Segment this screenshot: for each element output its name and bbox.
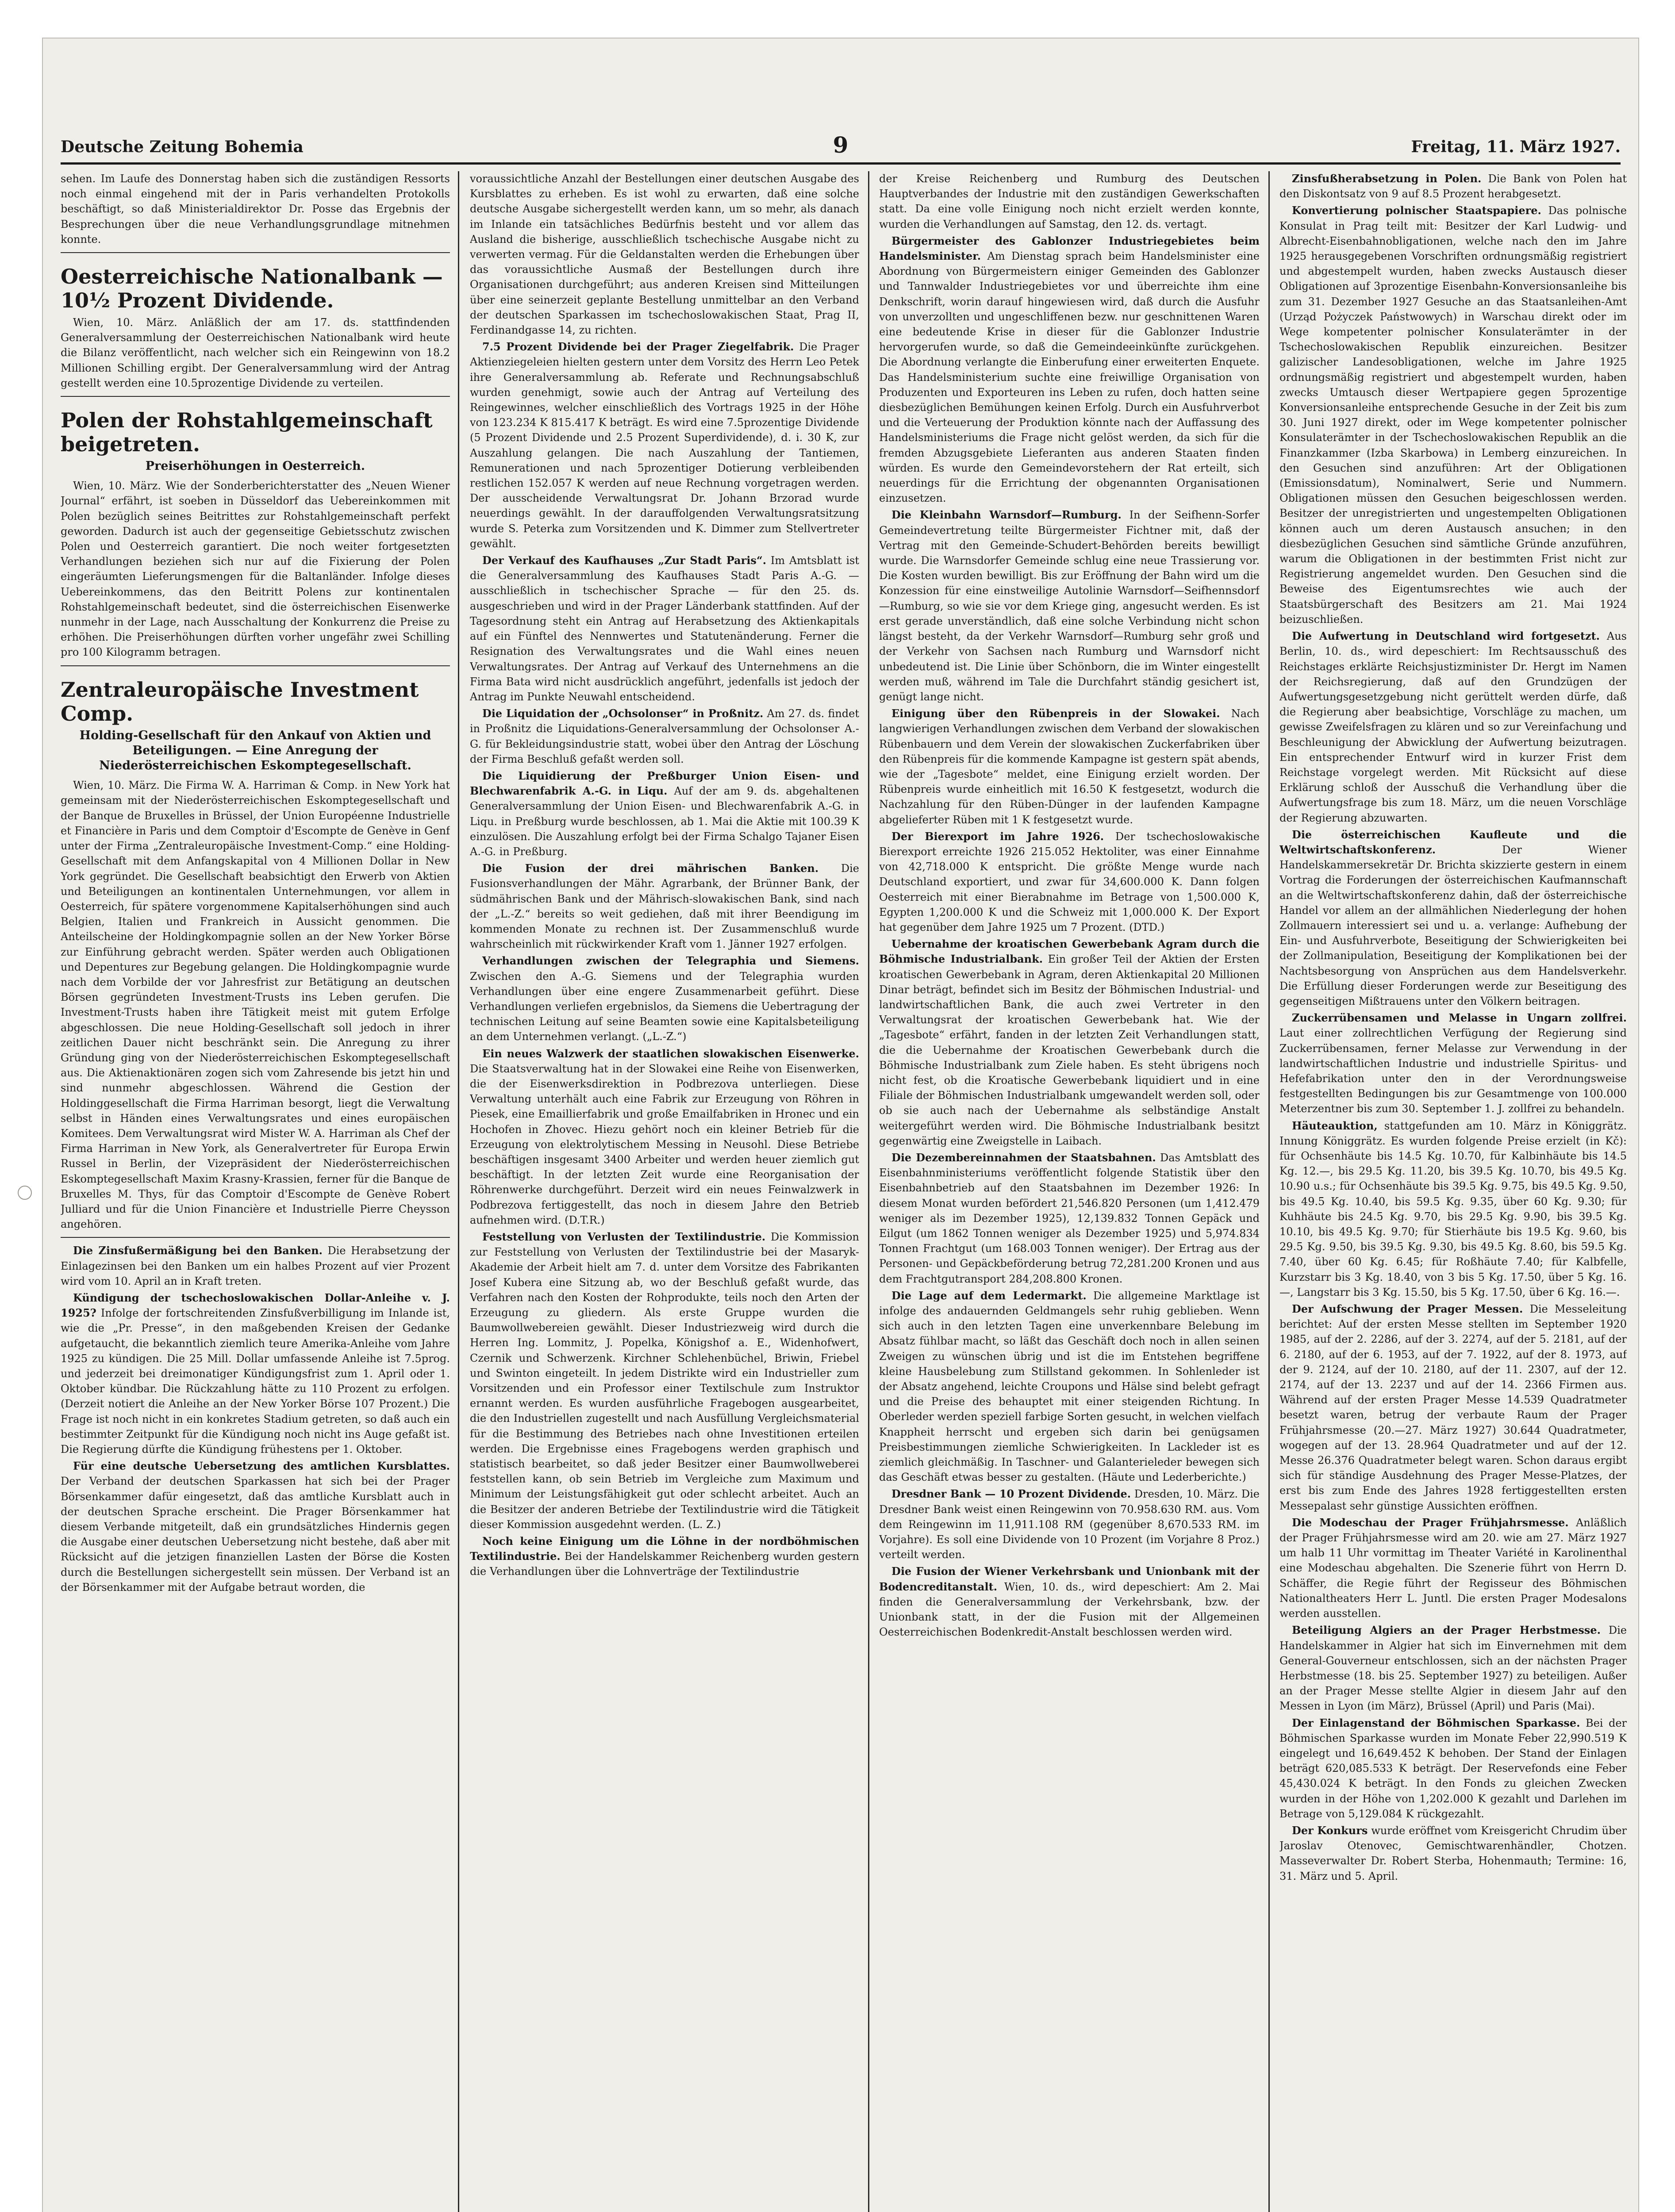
headline-nationalbank: Oesterreichische Nationalbank — 10½ Prozent Dividende. <box>61 265 443 313</box>
article-divider <box>61 665 450 666</box>
article-body: Anläßlich der Prager Frühjahrsmesse wird am 20. wie am 27. März 1927 um halb 11 Uhr vormittag im Theater Variété in Karolinenthal eine Modeschau abgehalten. Die Szenerie führt von Herrn D. Schäffer, die Regie führt der Regisseur des Böhmischen Nationaltheaters Herr L. Juntl. Die ersten Prager Modesalons werden ausstellen. <box>1279 1516 1627 1620</box>
article-body: stattgefunden am 10. März in Königgrätz. Innung Königgrätz. Es wurden folgende Preise erzielt (in Kč): für Ochsenhäute bis 14.5 Kg. 10.70, für Kalbinhäute bis 14.5 Kg. 12.—, bis 29.5 Kg. 11.20, bis 39.5 Kg. 10.70, bis 49.5 Kg. 10.90 u.s.; für Ochsenhäute bis 39.5 Kg. 9.75, bis 49.5 Kg. 9.50, bis 49.5 Kg. 10.40, bis 59.5 Kg. 9.35, über 60 Kg. 9.30; für Kuhhäute bis 24.5 Kg. 9.70, bis 29.5 Kg. 9.90, bis 39.5 Kg. 10.10, bis 49.5 Kg. 9.70; für Stierhäute bis 19.5 Kg. 9.60, bis 29.5 Kg. 9.50, bis 39.5 Kg. 9.30, bis 49.5 Kg. 8.60, bis 59.5 Kg. 7.40, über 60 Kg. 6.45; für Roßhäute 7.40; für Kalbfelle, Kurzstarr bis 3 Kg. 18.40, von 3 bis 5 Kg. 17.50, über 5 Kg. 16.—, Langstarr bis 3 Kg. 15.50, bis 5 Kg. 17.50, über 6 Kg. 16.—. <box>1279 1119 1627 1298</box>
page-number: 9 <box>833 132 849 158</box>
article-body: Die Herabsetzung der Einlagezinsen bei den Banken um ein halbes Prozent auf vier Prozent wird vom 10. April an in Kraft treten. <box>61 1244 450 1287</box>
column-4 <box>1279 171 1627 2212</box>
section-title: Der Konkurs <box>1292 1824 1368 1837</box>
article-body: Wien, 10. März. Wie der Sonderberichterstatter des „Neuen Wiener Journal“ erfährt, ist soeben in Düsseldorf das Uebereinkommen mit Polen bezüglich seines Beitrittes zur Rohstahlgemeinschaft perfekt geworden. Dadurch ist auch der gegenseitige Gebietsschutz zwischen Polen und Oesterreich garantiert. Die noch weiter fortgesetzten Verhandlungen beziehen sich nur auf die Fixierung der Polen eingeräumten Lieferungsmengen für die Baltanländer. Infolge dieses Uebereinkommens, das den Beitritt Polens zur kontinentalen Rohstahlgemeinschaft bedeutet, sind die österreichischen Eisenwerke nunmehr in der Lage, nach Ausschaltung der Konkurrenz die Preise zu erhöhen. Die Preiserhöhungen dürften vorher ungefähr zwei Schilling pro 100 Kilogramm betragen. <box>61 480 450 659</box>
column-3 <box>879 171 1260 2212</box>
article-body: Auf der am 9. ds. abgehaltenen Generalversammlung der Union Eisen- und Blechwarenfabrik A.-G. in Liqu. in Preßburg wurde beschlossen, ab 1. Mai die Aktie mit 100.39 K einzulösen. Die Auszahlung erfolgt bei der Firma Schalgo Tajaner Eisen A.-G. in Preßburg. <box>470 785 859 858</box>
section-title: Bürgermeister des Gablonzer Industriegebietes beim Handelsminister. <box>879 234 1260 263</box>
section-title: Die Dezembereinnahmen der Staatsbahnen. <box>891 1151 1156 1164</box>
article-body: Bei der Böhmischen Sparkasse wurden im Monate Feber 22,990.519 K eingelegt und 16,649.452 K behoben. Der Stand der Einlagen beträgt 620,085.533 K beträgt. Der Reservefonds eine Feber 45,430.024 K beträgt. In den Fonds zu gleichen Zwecken wurden in der Höhe von 1,202.000 K gezahlt und Darlehen im Betrage von 5,129.084 K rückgezahlt. <box>1279 1717 1627 1820</box>
column-1 <box>61 171 450 2212</box>
article-body: Die Bank von Polen hat den Diskontsatz von 9 auf 8.5 Prozent herabgesetzt. <box>1279 173 1627 200</box>
column-2 <box>470 171 859 2212</box>
article-body: Wien, 10. März. Die Firma W. A. Harriman & Comp. in New York hat gemeinsam mit der Niederösterreichischen Eskomptegesellschaft und der Banque de Bruxelles in Brüssel, der Union Européenne Industrielle et Financière in Paris und dem Comptoir d'Escompte de Genève in Genf unter der Firma „Zentraleuropäische Investment-Comp.“ eine Holding-Gesellschaft mit dem Anfangskapital von 4 Millionen Dollar in New York gegründet. Die Gesellschaft beabsichtigt den Erwerb von Aktien und Beteiligungen an kontinentalen Unternehmungen, vor allem in Oesterreich, für spätere vorgenommene Kapitalserhöhungen sind auch Belgien, Italien und Frankreich in Aussicht genommen. Die Anteilscheine der Holdingkompagnie sollen an der New Yorker Börse zur Einführung gebracht werden. Später werden auch Obligationen und Depentures zur Begebung gelangen. Die Holdingkompagnie wurde nach dem Vorbilde der vor Jahresfrist zur Betätigung an deutschen Börsen gegründeten Investment-Trusts ins Leben gerufen. Die Investment-Trusts haben ihre Tätigkeit meist mit gutem Erfolge abgeschlossen. Die neue Holding-Gesellschaft soll jedoch in ihrer zeitlichen Dauer nicht beschränkt sein. Die Anregung zu ihrer Gründung ging von der Niederösterreichischen Eskomptegesellschaft aus. Die Aktienaktionären zogen sich vom Zahresende bis jetzt hin und sind nunmehr abgeschlossen. Während die Gestion der Holdinggesellschaft die Firma Harriman besorgt, liegt die Verwaltung selbst in Händen eines Verwaltungsrates und eines europäischen Komitees. Dem Verwaltungsrat wird Mister W. A. Harriman als Chef der Firma Harriman in New York, als Generalvertreter für Europa Erwin Russel in Berlin, der Vizepräsident der Niederösterreichischen Eskomptegesellschaft Maxim Krasny-Krassien, ferner für die Banque de Bruxelles M. Thys, für das Comptoir d'Escompte de Genève Robert Julliard und für die Union Financière et Industrielle Pierre Cheysson angehören. <box>61 779 450 1231</box>
column-rule <box>868 171 869 2212</box>
section-title: Die Liquidierung der Preßburger Union Eisen- und Blechwarenfabrik A.-G. in Liqu. <box>470 769 859 798</box>
column-rule <box>1268 171 1270 2212</box>
section-title: Die Zinsfußermäßigung bei den Banken. <box>73 1244 323 1257</box>
article-body: Im Amtsblatt ist die Generalversammlung des Kaufhauses Stadt Paris A.-G. — ausschließlich in tschechischer Sprache — für den 25. ds. ausgeschrieben und wird in der Prager Länderbank stattfinden. Auf der Tagesordnung steht ein Antrag auf Herabsetzung des Aktienkapitals auf ein Fünftel des Nennwertes und Statutenänderung. Ferner die Resignation des Verwaltungsrates und die Wahl eines neuen Verwaltungsrates. Der Antrag auf Verkauf des Unternehmens an die Firma Bata wird nicht ausdrücklich angeführt, jedenfalls ist jedoch der Antrag im Punkte Neuwahl entscheidend. <box>470 554 859 703</box>
article-divider <box>61 252 450 253</box>
article-body: Wien, 10. ds., wird depeschiert: Am 2. Mai finden die Generalversammlung der Verkehrsbank, bzw. der Unionbank statt, in der die Fusion mit der Allgemeinen Oesterreichischen Bodenkredit-Anstalt beschlossen werden wird. <box>879 1580 1260 1639</box>
section-title: 7.5 Prozent Dividende bei der Prager Ziegelfabrik. <box>482 340 794 353</box>
article-body: Die Messeleitung berichtet: Auf der ersten Messe stellten im September 1920 1985, auf der 2. 2286, auf der 3. 2274, auf der 5. 2181, auf der 6. 2180, auf der 6. 1953, auf der 7. 1922, auf der 8. 1973, auf der 9. 2124, auf der 10. 2180, auf der 11. 2307, auf der 12. 2174, auf der 13. 2237 und auf der 14. 2366 Firmen aus. Während auf der ersten Prager Messe 14.539 Quadratmeter besetzt waren, betrug der verbaute Raum der Prager Frühjahrsmesse (20.—27. März 1927) 30.644 Quadratmeter, wogegen auf der 13. 28.964 Quadratmeter und auf der 12. Messe 26.376 Quadratmeter belegt waren. Schon daraus ergibt sich für ständige Ausdehnung des Prager Messe-Platzes, der erst bis zum Ende des Jahres 1928 fertiggestellten ersten Messepalast sehr günstige Aussichten eröffnen. <box>1279 1303 1627 1512</box>
section-title: Der Verkauf des Kaufhauses „Zur Stadt Paris“. <box>482 554 767 567</box>
article-body: Ein großer Teil der Aktien der Ersten kroatischen Gewerbebank in Agram, deren Aktienkapital 20 Millionen Dinar beträgt, befindet sich im Besitz der Böhmischen Industrial- und landwirtschaftlichen Bank, die auch zwei Vertreter in den Verwaltungsrat der kroatischen Gewerbebank hat. Wie der „Tagesbote“ erfährt, fanden in der letzten Zeit Verhandlungen statt, die die Uebernahme der Kroatischen Gewerbebank durch die Böhmische Industrialbank zum Ziele haben. Es steht übrigens noch nicht fest, ob die Kroatische Gewerbebank liquidiert und in eine Filiale der Böhmischen Industrialbank umgewandelt werden soll, oder ob sie auch nach der Uebernahme als selbständige Anstalt weitergeführt werden wird. Die Böhmische Industrialbank besitzt gegenwärtig eine Zweigstelle in Laibach. <box>879 953 1260 1147</box>
section-title: Zuckerrübensamen und Melasse in Ungarn zollfrei. <box>1292 1011 1627 1025</box>
section-title: Dresdner Bank — 10 Prozent Dividende. <box>891 1487 1131 1501</box>
section-title: Der Bierexport im Jahre 1926. <box>891 830 1104 843</box>
section-title: Die österreichischen Kaufleute und die Weltwirtschaftskonferenz. <box>1279 828 1627 856</box>
section-title: Zinsfußherabsetzung in Polen. <box>1292 172 1482 185</box>
article-body: Infolge der fortschreitenden Zinsfußverbilligung im Inlande ist, wie die „Pr. Presse“, in den maßgebenden Kreisen der Gedanke aufgetaucht, die bekanntlich ziemlich teure Amerika-Anleihe vom Jahre 1925 zu kündigen. Die 25 Mill. Dollar umfassende Anleihe ist 7.5prog. und jederzeit bei dreimonatiger Kündigungsfrist zum 1. April oder 1. Oktober kündbar. Die Rückzahlung hätte zu 110 Prozent zu erfolgen. (Derzeit notiert die Anleihe an der New Yorker Börse 107 Prozent.) Die Frage ist noch nicht in ein konkretes Stadium getreten, so daß auch ein bestimmter Zeitpunkt für die Kündigung noch nicht ins Auge gefaßt ist. Die Regierung dürfte die Kündigung frühestens per 1. Oktober. <box>61 1307 450 1456</box>
section-title: Kündigung der tschechoslowakischen Dollar-Anleihe v. J. 1925? <box>61 1291 450 1320</box>
article-body: Dresden, 10. März. Die Dresdner Bank weist einen Reingewinn von 70.958.630 RM. aus. Vom dem Reingewinn im 11,911.108 RM (gegenüber 8,670.533 RM. im Vorjahre). Es soll eine Dividende von 10 Prozent (im Vorjahre 8 Proz.) verteilt werden. <box>879 1488 1260 1561</box>
article-body: Das polnische Konsulat in Prag teilt mit: Besitzer der Karl Ludwig- und Albrecht-Eisenbahnobligationen, welche nach den im Jahre 1925 herausgegebenen Vorschriften ordnungsmäßig registriert und abgestempelt wurden, haben zwecks Austausch dieser Obligationen auf 3prozentige Eisenbahn-Konversionsanleihe bis zum 31. Dezember 1927 Gesuche an das Staatsanleihen-Amt (Urząd Pożyczek Państwowych) in Warschau direkt oder im Wege kompetenter polnischer Konsulaterämter in der Tschechoslowakischen Republik einzureichen. Besitzer galizischer Landesobligationen, welche im Jahre 1925 ordnungsmäßig registriert und abgestempelt wurden, haben zwecks Umtausch dieser Wertpapiere gegen 5prozentige Konversionsanleihe entsprechende Gesuche in der Zeit bis zum 30. Juni 1927 direkt, oder im Wege kompetenter polnischer Konsulaterämter in der Tschechoslowakischen Republik an die Finanzkammer (Izba Skarbowa) in Lemberg einzureichen. In den Gesuchen sind anzuführen: Art der Obligationen (Emissionsdatum), Nominalwert, Serie und Nummern. Obligationen müssen den Gesuchen beigeschlossen werden. Besitzer der unregistrierten und ungestempelten Obligationen können auch um deren Austausch ansuchen; in den diesbezüglichen Gesuchen sind sämtliche Gründe anzuführen, warum die Obligationen in der bestimmten Frist nicht zur Registrierung angemeldet wurden. Den Gesuchen sind die Beweise des Eigentumsrechtes wie auch der Staatsbürgerschaft des Besitzers am 21. Mai 1924 beizuschließen. <box>1279 204 1627 626</box>
section-title: Die Liquidation der „Ochsolonser“ in Proßnitz. <box>482 707 764 720</box>
article-continuation: sehen. Im Laufe des Donnerstag haben sich die zuständigen Ressorts noch einmal eingehend mit der in Paris verhandelten Protokolls beschäftigt, so daß Ministerialdirektor Dr. Posse das Ergebnis der Besprechungen über die neue Verhandlungsgrundlage mitnehmen konnte. <box>61 173 450 246</box>
section-title: Beteiligung Algiers an der Prager Herbstmesse. <box>1292 1624 1601 1637</box>
section-title: Der Aufschwung der Prager Messen. <box>1292 1302 1523 1316</box>
article-body: Aus Berlin, 10. ds., wird depeschiert: Im Rechtsausschuß des Reichstages erklärte Reichsjustizminister Dr. Hergt im Namen der Reichsregierung, daß auf den Grundzügen der Aufwertungsgesetzgebung nicht gerüttelt werden dürfe, daß die Regierung aber beabsichtige, Vorschläge zu machen, um gewisse Zweifelsfragen zu klären und so zur Vereinfachung und Beschleunigung der Abwicklung der Aufwertung beizutragen. Ein entsprechender Entwurf wird in kurzer Frist dem Reichstage vorgelegt werden. Mit Rücksicht auf diese Erklärung schloß der Ausschuß die Verhandlung über die Aufwertungsfrage bis zum 18. März, um die neuen Vorschläge der Regierung abzuwarten. <box>1279 630 1627 824</box>
headline-rohstahl: Polen der Rohstahlgemeinschaft beigetreten. <box>61 408 433 457</box>
article-body: Nach langwierigen Verhandlungen zwischen dem Verband der slowakischen Rübenbauern und dem Verein der slowakischen Zuckerfabriken über den Rübenpreis für die kommende Kampagne ist gestern spät abends, wie der „Tagesbote“ meldet, eine Einigung erzielt worden. Der Rübenpreis wurde einheitlich mit 16.50 K festgesetzt, wodurch die Nachzahlung für den Rüben-Dünger in der laufenden Kampagne abgelieferter Rüben mit 1 K festgesetzt wurde. <box>879 707 1260 826</box>
article-divider <box>61 1237 450 1238</box>
section-title: Die Lage auf dem Ledermarkt. <box>891 1289 1087 1302</box>
column-rule <box>458 171 459 2212</box>
article-body: Die Fusionsverhandlungen der Mähr. Agrarbank, der Brünner Bank, der südmährischen Bank und der Mährisch-slowakischen Bank, sind nach der „L.-Z.“ bereits so weit gediehen, daß mit ihrer Beendigung im kommenden Monate zu rechnen ist. Der Zusammenschluß wurde wahrscheinlich mit rückwirkender Kraft vom 1. Jänner 1927 erfolgen. <box>470 862 859 951</box>
article-body: Die Prager Aktienziegeleien hielten gestern unter dem Vorsitz des Herrn Leo Petek ihre Generalversammlung ab. Referate und Rechnungsabschluß wurden genehmigt, sowie auch der Antrag auf Verteilung des Reingewinnes, welcher einschließlich des Vortrags 1925 in der Höhe von 123.234 K 815.417 K beträgt. Es wird eine 7.5prozentige Dividende (5 Prozent Dividende und 2.5 Prozent Superdividende), d. i. 30 K, zur Auszahlung gelangen. Die nach Auszahlung der Tantiemen, Remunerationen und nach 5prozentiger Dotierung verbleibenden restlichen 152.057 K werden auf neue Rechnung vorgetragen werden. Der ausscheidende Verwaltungsrat Dr. Johann Brzorad wurde neuerdings gewählt. In der darauffolgenden Verwaltungsratsitzung wurde S. Peterka zum Vorsitzenden und K. Dimmer zum Stellvertreter gewählt. <box>470 341 859 550</box>
issue-date: Freitag, 11. März 1927. <box>1411 138 1621 156</box>
article-continuation: der Kreise Reichenberg und Rumburg des Deutschen Hauptverbandes der Industrie mit den zuständigen Gewerkschaften statt. Da eine volle Einigung noch nicht erzielt werden konnte, wurden die Verhandlungen auf Samstag, den 12. ds. vertagt. <box>879 173 1260 230</box>
article-body: In der Seifhenn-Sorfer Gemeindevertretung teilte Bürgermeister Fichtner mit, daß der Vertrag mit den Gemeinde-Schudert-Behörden bereits bewilligt wurde. Die Warnsdorfer Gemeinde schlug eine neue Trassierung vor. Die Kosten wurden bewilligt. Bis zur Eröffnung der Bahn wird um die Konzession für eine einstweilige Autolinie Warnsdorf—Seifhennsdorf—Rumburg, so wie sie vor dem Kriege ging, angesucht werden. Es ist erst gerade unverständlich, daß eine solche Verbindung nicht schon längst besteht, da der Verkehr Warnsdorf—Rumburg sehr groß und der Verkehr von Sachsen nach Rumburg und Warnsdorf nicht unbedeutend ist. Die Linie über Schönborn, die im Winter eingestellt werden muß, während im Tale die Durchfahrt ständig gesichert ist, genügt lange nicht. <box>879 509 1260 703</box>
article-body: Die Handelskammer in Algier hat sich im Einvernehmen mit dem General-Gouverneur entschlossen, sich an der nächsten Prager Herbstmesse (18. bis 25. September 1927) zu beteiligen. Außer an der Prager Messe stellte Algier in diesem Jahr auf den Messen in Lyon (im März), Brüssel (April) und Paris (Mai). <box>1279 1624 1627 1713</box>
article-body: Das Amtsblatt des Eisenbahnministeriums veröffentlicht folgende Statistik über den Eisenbahnbetrieb auf den Staatsbahnen im Dezember 1926: In diesem Monat wurden befördert 21,546.820 Personen (um 1,412.479 weniger als im Dezember 1925), 12,139.832 Tonnen Gepäck und Eilgut (um 1862 Tonnen weniger als Dezember 1925) und 5,974.834 Tonnen Frachtgut (um 168.003 Tonnen weniger). Der Ertrag aus der Personen- und Gepäckbeförderung betrug 72,281.200 Kronen und aus dem Frachtgutransport 284,208.800 Kronen. <box>879 1152 1260 1285</box>
article-body: Am 27. ds. findet in Proßnitz die Liquidations-Generalversammlung der Ochsolonser A.-G. für Bekleidungsindustrie statt, wobei über den Antrag der Löschung der Firma Beschluß gefaßt werden soll. <box>470 707 859 765</box>
article-body: Die allgemeine Marktlage ist infolge des andauernden Geldmangels sehr ruhig geblieben. Wenn sich auch in den letzten Tagen eine unverkennbare Belebung im Absatz fühlbar macht, so läßt das Geschäft doch noch in allen seinen Zweigen zu wünschen übrig und ist die im Entstehen begriffene kleine Hausbelebung zum Stillstand gekommen. In Sohlenleder ist der Absatz angehend, leichte Croupons und Hälse sind belebt gefragt und die Preise des behauptet mit einer steigenden Richtung. In Oberleder werden speziell farbige Sorten gesucht, in welchen vielfach Knappheit herrscht und ergeben sich darin bei genügsamen Preisbestimmungen ziemliche Schwierigkeiten. In Lackleder ist es ziemlich gleichmäßig. In Taschner- und Galanterieleder bewegen sich das Geschäft etwas besser zu gestalten. (Häute und Lederberichte.) <box>879 1289 1260 1484</box>
running-header <box>61 127 1621 165</box>
binding-hole <box>18 1186 32 1200</box>
section-title: Der Einlagenstand der Böhmischen Sparkasse. <box>1292 1716 1580 1729</box>
section-title: Die Aufwertung in Deutschland wird fortgesetzt. <box>1292 630 1600 643</box>
section-title: Häuteauktion, <box>1292 1119 1378 1132</box>
article-body: Der tschechoslowakische Bierexport erreichte 1926 215.052 Hektoliter, was einer Einnahme von 42,718.000 K entspricht. Die größte Menge wurde nach Deutschland exportiert, und zwar für 34,600.000 K. Dann folgen Oesterreich mit einer Bierabnahme im Betrage von 1,500.000 K, Egypten 1,200.000 K und die Schweiz mit 1,000.000 K. Der Export hat gegenüber dem Jahre 1925 um 7 Prozent. (DTD.) <box>879 830 1260 933</box>
article-body: Der Verband der deutschen Sparkassen hat sich bei der Prager Börsenkammer dafür eingesetzt, daß das amtliche Kursblatt auch in der deutschen Sprache erscheint. Die Prager Börsenkammer hat diesem Verbande mitgeteilt, daß ein grundsätzliches Hindernis gegen die Ausgabe einer deutschen Uebersetzung nicht bestehe, daß aber mit Rücksicht auf die jetzigen finanziellen Lasten der Börse die Kosten durch die Bestellungen sichergestellt sein müssen. Der Verband ist an der Börsenkammer mit der Aufgabe betraut worden, die <box>61 1475 450 1594</box>
article-body: Die Kommission zur Feststellung von Verlusten der Textilindustrie bei der Masaryk-Akademie der Arbeit hielt am 7. d. unter dem Vorsitze des Fabrikanten Josef Kubera eine Sitzung ab, wo der Beschluß gefaßt wurde, das Verfahren nach den Kosten der Rohprodukte, teils noch den Arten der Erzeugung zu gliedern. Als erste Gruppe wurden die Baumwollwebereien gewählt. Dieser Industriezweig wird durch die Herren Ing. Lommitz, J. Popelka, Königshof a. E., Widenhofwert, Czernik und Schwerzenk. Kirchner Schlehenbüchel, Briwin, Friebel und Swinton eingeteilt. In jedem Distrikte wird ein Industrieller zum Vorsitzenden und ein Professor einer Textilschule zum Instruktor ernannt werden. Es wurden ausführliche Fragebogen ausgearbeitet, die den Industriellen zugestellt und nach Ausfüllung Vergleichsmaterial für die Bestimmung des Betriebes nach ohne Investitionen erteilen werden. Die Ergebnisse eines Fragebogens werden graphisch und statistisch bearbeitet, so daß jeder Besitzer einer Baumwollweberei feststellen kann, ob sein Betrieb im Vergleiche zum Maximum und Minimum der Leistungsfähigkeit gut oder schlecht arbeitet. Auch an die Besitzer der anderen Betriebe der Textilindustrie wird die Tätigkeit dieser Kommission ausgedehnt werden. (L. Z.) <box>470 1231 859 1531</box>
article-body: Wien, 10. März. Anläßlich der am 17. ds. stattfindenden Generalversammlung der Oesterreichischen Nationalbank wird heute die Bilanz veröffentlicht, nach welcher sich ein Reingewinn von 18.2 Millionen Schilling ergibt. Der Generalversammlung wird der Antrag gestellt werden eine 10.5prozentige Dividende zu verteilen. <box>61 316 450 389</box>
article-body: Der Wiener Handelskammersekretär Dr. Brichta skizzierte gestern in einem Vortrag die Forderungen der österreichischen Kaufmannschaft an die Weltwirtschaftskonferenz dahin, daß der österreichische Handel vor allem an der allmählichen Niederlegung der hohen Zollmauern interessiert sei und u. a. verlange: Aufhebung der Ein- und Ausfuhrverbote, Beseitigung der Schwierigkeiten bei der Zollmanipulation, Beseitigung der Komplikationen bei der Nachtsbesorgung von Ansprüchen aus dem Handelsverkehr. Die Erfüllung dieser Forderungen werde zur Beseitigung des gegenseitigen Mißtrauens unter den Völkern beitragen. <box>1279 843 1627 1007</box>
section-title: Die Kleinbahn Warnsdorf—Rumburg. <box>891 508 1122 522</box>
section-title: Einigung über den Rübenpreis in der Slowakei. <box>891 707 1220 720</box>
headline-investment: Zentraleuropäische Investment Comp. <box>61 677 419 726</box>
section-title: Uebernahme der kroatischen Gewerbebank Agram durch die Böhmische Industrialbank. <box>879 937 1260 966</box>
article-body: Zwischen den A.-G. Siemens und der Telegraphia wurden Verhandlungen über eine engere Zusammenarbeit geführt. Diese Verhandlungen verliefen ergebnislos, da Siemens die Uebertragung der technischen Leitung auf seine Beamten sowie eine Kapitalsbeteiligung an dem Unternehmen verlangt. („L.-Z.“) <box>470 970 859 1043</box>
article-body: Laut einer zollrechtlichen Verfügung der Regierung sind Zuckerrübensamen, ferner Melasse zur Verwendung in der landwirtschaftlichen Industrie und industrielle Spiritus- und Hefefabrikation unter den in der Verordnungsweise festgestellten Bedingungen bis zur Gesamtmenge von 100.000 Meterzentner bis zum 30. September 1. J. zollfrei zu behandeln. <box>1279 1027 1627 1115</box>
section-title: Verhandlungen zwischen der Telegraphia und Siemens. <box>482 954 859 968</box>
article-divider <box>61 396 450 397</box>
section-title: Konvertierung polnischer Staatspapiere. <box>1292 204 1541 217</box>
section-title: Die Fusion der Wiener Verkehrsbank und Unionbank mit der Bodencreditanstalt. <box>879 1565 1260 1593</box>
article-body: wurde eröffnet vom Kreisgericht Chrudim über Jaroslav Otenovec, Gemischtwarenhändler, Chotzen. Masseverwalter Dr. Robert Sterba, Hohenmauth; Termine: 16, 31. März und 5. April. <box>1279 1824 1627 1882</box>
section-title: Feststellung von Verlusten der Textilindustrie. <box>482 1230 766 1244</box>
article-body: Am Dienstag sprach beim Handelsminister eine Abordnung von Bürgermeistern einiger Gemeinden des Gablonzer und Tannwalder Industriegebietes vor und überreichte ihm eine Denkschrift, worin darauf hingewiesen wird, daß durch die Ausfuhr von unverzollten und ungeschliffenen bezw. nur geschnittenen Waren eine bedeutende Krise in dieser für die Gablonzer Industrie hervorgerufen wurde, so daß die Gemeindeeinkünfte zurückgehen. Die Abordnung verlangte die Einberufung einer erweiterten Enquete. Das Handelsministerium suchte eine freiwillige Organisation von Produzenten und Exporteuren ins Leben zu rufen, doch hatten seine diesbezüglichen Bemühungen keinen Erfolg. Durch ein Ausfuhrverbot und die Verteuerung der Produktion könnte nach der Auffassung des Handelsministeriums die Frage nicht gelöst werden, da sich für die fremden Abzugsgebiete Lieferanten aus anderen Staaten finden würden. Es wurde den Gemeindevorstehern der Rat erteilt, sich neuerdings für die Errichtung der obgenannten Organisationen einzusetzen. <box>879 250 1260 505</box>
article-continuation: voraussichtliche Anzahl der Bestellungen einer deutschen Ausgabe des Kursblattes zu erheben. Es ist wohl zu erwarten, daß eine solche deutsche Ausgabe sichergestellt werden kann, um so mehr, als danach im Inlande ein tatsächliches Bedürfnis besteht und vor allem das Ausland die bisherige, ausschließlich tschechische Ausgabe nicht zu verwerten vermag. Für die Geldanstalten werden die Erhebungen über das voraussichtliche Ausmaß der Bestellungen durch ihre Organisationen durchgeführt; aus anderen Kreisen sind Mitteilungen über eine seinerzeit geplante Bestellung unmittelbar an den Verband der deutschen Sparkassen im tschechoslowakischen Staat, Prag II, Ferdinandgasse 14, zu richten. <box>470 173 859 337</box>
subheadline: Holding-Gesellschaft für den Ankauf von Aktien und Beteiligungen. — Eine Anregung der Niederösterreichischen Eskomptegesellschaft. <box>79 728 431 773</box>
article-body: Bei der Handelskammer Reichenberg wurden gestern die Verhandlungen über die Lohnverträge der Textilindustrie <box>470 1550 859 1578</box>
subheadline: Preiserhöhungen in Oesterreich. <box>145 459 365 473</box>
section-title: Für eine deutsche Uebersetzung des amtlichen Kursblattes. <box>73 1459 450 1473</box>
section-title: Die Fusion der drei mährischen Banken. <box>482 862 819 875</box>
newspaper-page <box>42 38 1639 2212</box>
article-body: Die Staatsverwaltung hat in der Slowakei eine Reihe von Eisenwerken, die der Eisenwerksdirektion in Podbrezova unterliegen. Diese Verwaltung unterhält auch eine Fabrik zur Erzeugung von Röhren in Piesek, eine Emaillierfabrik und große Emailfabriken in Hronec und ein Hochofen in Zhovec. Hiezu gehört noch ein kleiner Betrieb für die Erzeugung von elektrolytischem Messing in Neusohl. Diese Betriebe beschäftigen insgesamt 3400 Arbeiter und werden heuer ziemlich gut beschäftigt. In der letzten Zeit wurde eine Reorganisation der Röhrenwerke durchgeführt. Derzeit wird ein neues Feinwalzwerk in Podbrezova fertiggestellt, das noch in diesem Jahre den Betrieb aufnehmen wird. (D.T.R.) <box>470 1062 859 1226</box>
section-title: Noch keine Einigung um die Löhne in der nordböhmischen Textilindustrie. <box>470 1535 859 1563</box>
section-title: Ein neues Walzwerk der staatlichen slowakischen Eisenwerke. <box>482 1047 859 1060</box>
newspaper-name: Deutsche Zeitung Bohemia <box>61 138 303 156</box>
section-title: Die Modeschau der Prager Frühjahrsmesse. <box>1292 1516 1569 1529</box>
